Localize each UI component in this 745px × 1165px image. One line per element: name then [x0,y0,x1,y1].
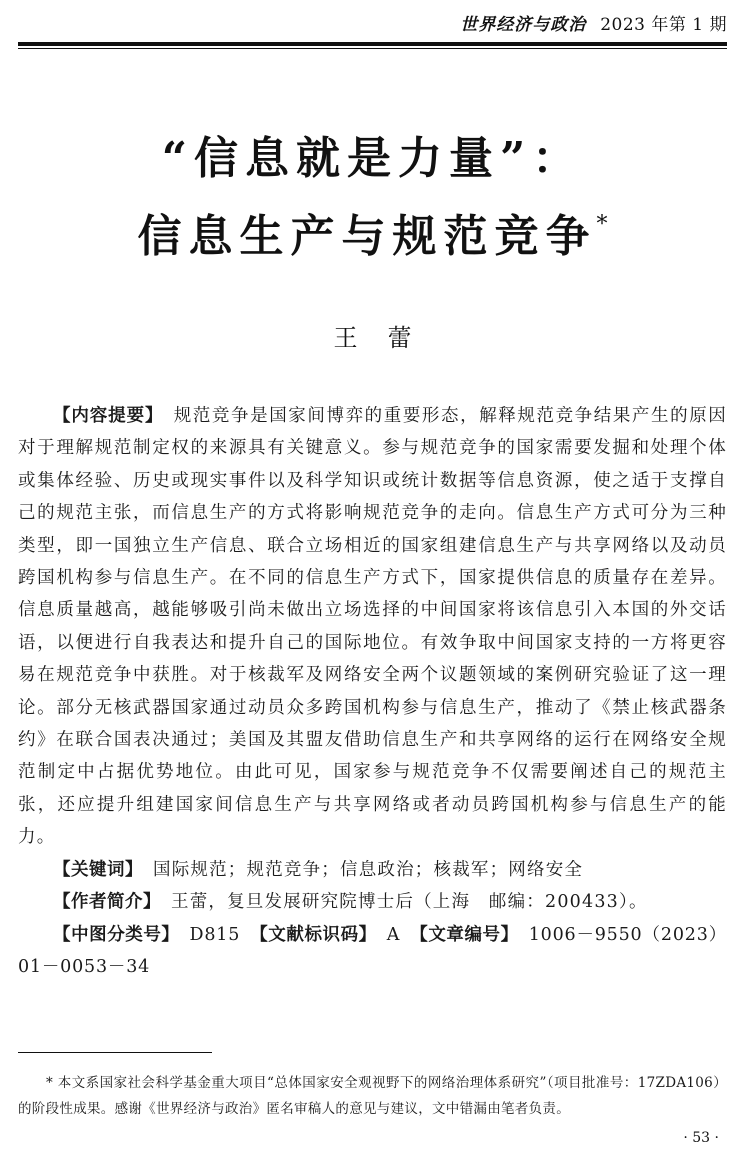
journal-name: 世界经济与政治 [460,15,587,35]
header-rule-thin [18,48,727,49]
author-bio-text: 王蕾，复旦发展研究院博士后（上海 邮编：200433）。 [171,892,648,913]
title-line-2: 信息生产与规范竞争* [137,211,608,262]
footnote: * 本文系国家社会科学基金重大项目“总体国家安全观视野下的网络治理体系研究”（项目批准号：17ZDA106）的阶段性成果。感谢《世界经济与政治》匿名审稿人的意见与建议，文中错漏由笔者负责。 [18,1075,727,1117]
doc-code-label: 【文献标识码】 [250,924,377,945]
header-rule-thick [18,42,727,46]
title-footnote-mark: * [596,212,608,237]
issue-number: 2023 年第 1 期 [600,15,727,35]
clc-label: 【中图分类号】 [53,924,180,945]
keywords-label: 【关键词】 [53,859,143,880]
clc-value: D815 [189,924,241,945]
author-bio [18,886,727,918]
abstract [18,400,727,854]
keywords-text: 国际规范；规范竞争；信息政治；核裁军；网络安全 [153,859,584,880]
author-name: 王蕾 [333,324,442,352]
footnote-rule [18,1052,212,1053]
keywords [18,854,727,886]
article-number-value: 1006－9550（2023）01－0053－34 [18,924,728,977]
article-front-matter [18,400,727,983]
article-number-label: 【文章编号】 [410,924,519,945]
title-line-1: “信息就是力量”： [161,133,584,184]
author-bio-label: 【作者简介】 [53,892,161,913]
abstract-text: 规范竞争是国家间博弈的重要形态，解释规范竞争结果产生的原因对于理解规范制定权的来源具有关键意义。参与规范竞争的国家需要发掘和处理个体或集体经验、历史或现实事件以及科学知识或统计数据等信息资源，使之适于支撑自己的规范主张，而信息生产的方式将影响规范竞争的走向。信息生产方式可分为三种类型，即一国独立生产信息、联合立场相近的国家组建信息生产与共享网络以及动员跨国机构参与信息生产。在不同的信息生产方式下，国家提供信息的质量存在差异。信息质量越高，越能够吸引尚未做出立场选择的中间国家将该信息引入本国的外交话语，以便进行自我表达和提升自己的国际地位。有效争取中间国家支持的一方将更容易在规范竞争中获胜。对于核裁军及网络安全两个议题领域的案例研究验证了这一理论。部分无核武器国家通过动员众多跨国机构参与信息生产，推动了《禁止核武器条约》在联合国表决通过；美国及其盟友借助信息生产和共享网络的运行在网络安全规范制定中占据优势地位。由此可见，国家参与规范竞争不仅需要阐述自己的规范主张，还应提升组建国家间信息生产与共享网络或者动员跨国机构参与信息生产的能力。 [18,406,727,848]
page-number: · 53 · [683,1130,719,1146]
abstract-label: 【内容提要】 [53,406,164,426]
doc-code-value: A [386,924,401,945]
classification [18,919,727,984]
running-header [0,10,727,35]
